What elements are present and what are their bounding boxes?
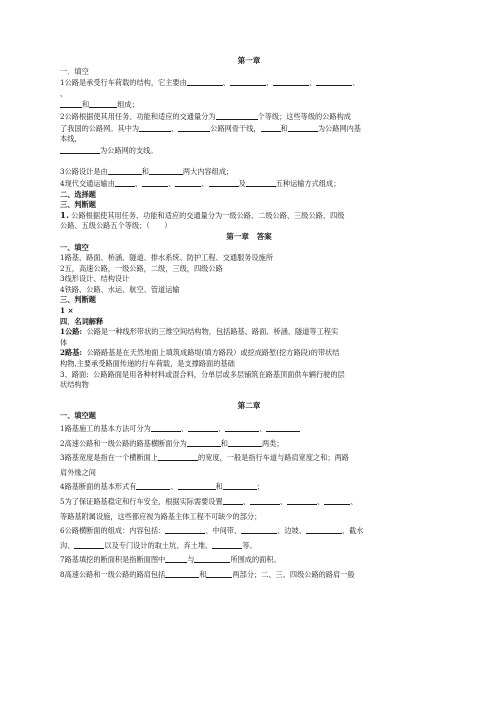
answers-definitions-heading: 四．名词解释	[60, 316, 104, 326]
ch2-fill-blank-heading: 一、填空题	[60, 411, 96, 421]
definition-pavement: 3、路面: 公路路面是用各种材料或混合料，分单层或多层铺筑在路基顶面供车辆行驶的层 状结构物	[60, 369, 345, 390]
section-true-false: 三、判断题	[60, 200, 96, 210]
ch2-q3: 3路基宽度是指在一个横断面上 的宽度，一般是指行车道与路肩宽度之和；两路 肩外缘之间	[60, 453, 349, 477]
ch1-q3: 3公路设计是由 和 两大内容组成；	[60, 167, 234, 177]
ch1-q2-cont: 为公路网的支线。	[60, 145, 438, 157]
chapter-1-answers-title: 第一章 答案	[226, 231, 272, 241]
answers-true-false-heading: 三、判断题	[60, 295, 96, 305]
ch1-q1-cont: 和 组成；	[60, 99, 438, 111]
definition-subgrade: 2路基: 公路路基是在天然地面上填筑成路堤(填方路段）或挖成路堑(挖方路段)的带状结 构物,主要承受路面传递的行车荷载，是支撑路面的基础	[60, 348, 340, 369]
ch2-q2: 2高速公路和一级公路的路基横断面分为 和 两类；	[60, 438, 284, 448]
ch2-q1: 1路基施工的基本方法可分为 、 、 、	[60, 422, 438, 437]
answer-1: 1路基、路面、桥涵、隧道、排水系统、防护工程、交通服务设施所	[60, 253, 274, 263]
ch2-q8: 8高速公路和一级公路的路肩包括 和 两部分；二、三、四级公路的路肩一般	[60, 569, 355, 579]
answer-3: 3线形设计、结构设计	[60, 274, 130, 284]
ch1-q4: 4现代交通运输由 、 、 、 及 五种运输方式组成；	[60, 178, 341, 188]
answer-4: 4铁路、公路、水运、航空、管道运输	[60, 284, 180, 294]
ch1-judge-1: 1. 公路根据使其用任务、功能和适应的交通量分为一级公路、二级公路、三级公路、四级 公路、五级公路五个等级；（ ）	[60, 210, 345, 231]
answer-judge-1: 1 ×	[60, 306, 74, 316]
answer-2: 2五，高速公路，一级公路，二级，三级，四级公路	[60, 263, 223, 273]
ch2-q5: 5为了保证路基稳定和行车安全，根据实际需要设置 、 、 、 、 等路基附属设施，这些都应视为路基主体工程不可缺少的部分；	[60, 496, 358, 521]
ch2-q4: 4路基断面的基本形式有 、 和 ；	[60, 482, 265, 492]
answers-fill-blank-heading: 一、填空	[60, 242, 89, 252]
section-fill-blank: 一．填空	[60, 66, 89, 76]
ch2-q7: 7路基填挖的断面积是指断面图中 与 所围成的面积。	[60, 555, 281, 565]
section-multiple-choice: 二、选择题	[60, 189, 96, 199]
document-body	[60, 56, 438, 583]
definition-highway: 1公路: 公路是一种线形带状的三维空间结构物，包括路基、路面、桥涵、隧道等工程实 体	[60, 327, 339, 347]
ch1-q1: 1公路是承受行车荷载的结构，它主要由 、 、 、 、 、	[60, 78, 360, 98]
chapter-1-title: 第一章	[237, 56, 261, 65]
ch2-q6: 6公路横断面的组成：内容包括： 、中间带、 、边坡、 、截水 沟、 以及专门设计的取土坑、弃土堆、 等。	[60, 526, 364, 550]
chapter-2-title: 第二章	[237, 400, 261, 410]
ch1-q2: 2公路根据使其用任务、功能和适应的交通量分为 个等级；这些等级的公路构成 了我国的公路网。其中为 、 公路网骨干线， 和 为公路网内基 本线，	[60, 111, 361, 144]
